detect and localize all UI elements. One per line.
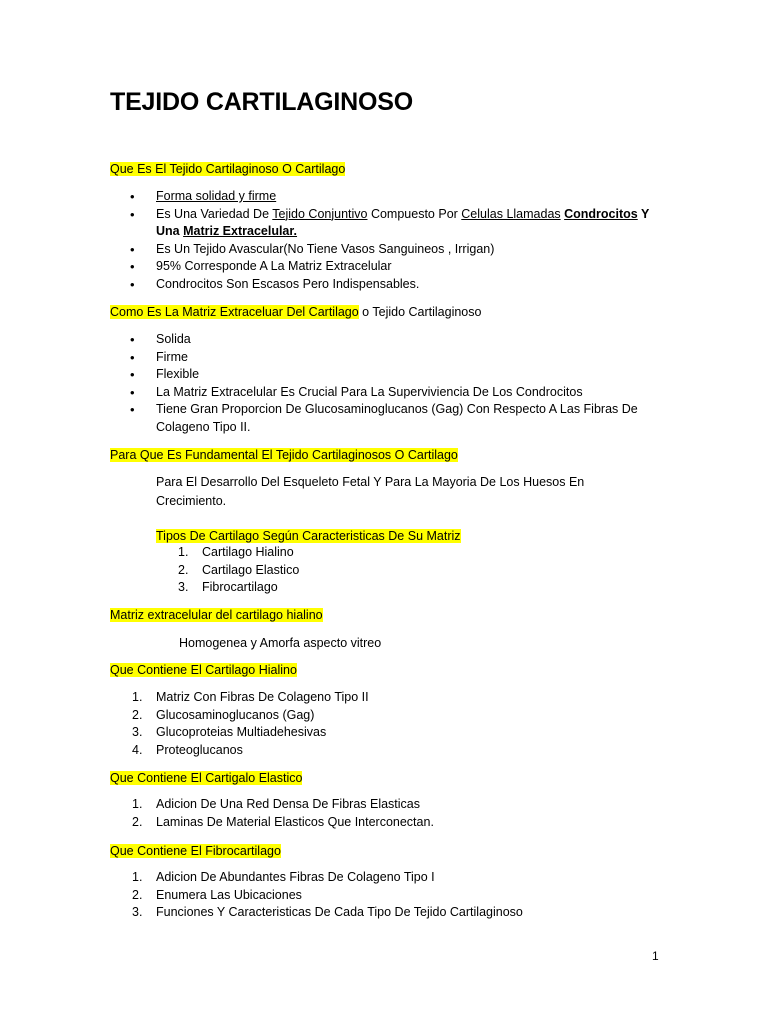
list-item: 3. Fibrocartilago: [178, 580, 278, 594]
list-item: [156, 188, 656, 206]
section-heading-que-es: [110, 161, 345, 178]
list-item: • La Matriz Extracelular Es Crucial Para La Superviviencia De Los Condrocitos: [156, 384, 656, 402]
highlighted-heading-text: Que Contiene El Cartilago Hialino: [110, 663, 297, 677]
list-item: 2. Cartilago Elastico: [178, 562, 300, 577]
section-heading-como-es: Como Es La Matriz Extraceluar Del Cartilago o Tejido Cartilaginoso: [110, 305, 482, 319]
list-item: 1. Adicion De Una Red Densa De Fibras Elasticas: [132, 797, 421, 811]
numbered-list-tipos: [178, 544, 702, 597]
numbered-list-fibrocartilago: [132, 869, 656, 922]
section-heading-elastico: [110, 770, 302, 787]
highlighted-heading-text: Que Contiene El Cartigalo Elastico: [110, 771, 303, 785]
list-item: 2. Laminas De Material Elasticos Que Interconectan.: [132, 814, 434, 829]
link-tejido-conjuntivo[interactable]: Tejido Conjuntivo: [272, 206, 368, 221]
numbered-list-elastico: [132, 796, 656, 831]
list-item: 3. Glucoproteias Multiadehesivas: [132, 725, 327, 739]
list-item: 1. Adicion De Abundantes Fibras De Colageno Tipo I: [132, 870, 435, 884]
list-item: • Es Una Variedad De Tejido Conjuntivo Compuesto Por Celulas Llamadas Condrocitos Y Una Matriz Extracelular.: [156, 206, 656, 241]
highlighted-heading-text: Como Es La Matriz Extraceluar Del Cartilago: [110, 305, 359, 319]
paragraph-homogenea: Homogenea y Amorfa aspecto vitreo: [179, 636, 382, 650]
list-item: 1. Cartilago Hialino: [178, 545, 294, 559]
list-item: 1. Matriz Con Fibras De Colageno Tipo II: [132, 690, 369, 704]
bullet-list-definition: [156, 188, 656, 293]
highlighted-heading-text: Tipos De Cartilago Según Caracteristicas De Su Matriz: [156, 529, 461, 543]
page-number: 1: [652, 949, 659, 963]
paragraph-desarrollo: Para El Desarrollo Del Esqueleto Fetal Y Para La Mayoria De Los Huesos En Crecimiento.: [156, 475, 585, 508]
list-item: • Tiene Gran Proporcion De Glucosaminoglucanos (Gag) Con Respecto A Las Fibras De Colageno Tipo II.: [156, 401, 656, 436]
highlighted-heading-text: Que Es El Tejido Cartilaginoso O Cartilago: [110, 162, 346, 176]
list-item: • Flexible: [156, 366, 656, 384]
bullet-list-matriz: [156, 331, 656, 436]
section-heading-tipos: [156, 528, 461, 545]
list-item: 4. Proteoglucanos: [132, 742, 243, 757]
section-heading-fibrocartilago: [110, 843, 281, 860]
list-item: 2. Glucosaminoglucanos (Gag): [132, 707, 315, 722]
section-heading-para-que: [110, 447, 458, 464]
list-item: • Condrocitos Son Escasos Pero Indispensables.: [156, 276, 656, 294]
list-item: • Es Un Tejido Avascular(No Tiene Vasos Sanguineos , Irrigan): [156, 241, 656, 259]
link-matriz-extracelular[interactable]: Matriz Extracelular.: [183, 224, 298, 238]
link-celulas-llamadas[interactable]: Celulas Llamadas: [461, 206, 561, 221]
numbered-list-hialino: [132, 689, 656, 759]
highlighted-heading-text: Matriz extracelular del cartilago hialino: [110, 608, 323, 622]
list-item: 3. Funciones Y Caracteristicas De Cada Tipo De Tejido Cartilaginoso: [132, 905, 523, 919]
document-title: TEJIDO CARTILAGINOSO: [110, 88, 413, 116]
highlighted-heading-text: Para Que Es Fundamental El Tejido Cartilaginosos O Cartilago: [110, 448, 458, 462]
underlined-text: Forma solidad y firme: [156, 189, 277, 203]
list-item: 2. Enumera Las Ubicaciones: [132, 887, 302, 902]
section-heading-hialino: [110, 662, 297, 679]
section-heading-matriz-hialino: [110, 607, 323, 624]
highlighted-heading-text: Que Contiene El Fibrocartilago: [110, 844, 281, 858]
list-item: • Firme: [156, 349, 656, 367]
link-condrocitos[interactable]: Condrocitos: [564, 206, 638, 221]
list-item: • 95% Corresponde A La Matriz Extracelular: [156, 258, 656, 276]
list-item: • Solida: [156, 331, 656, 349]
